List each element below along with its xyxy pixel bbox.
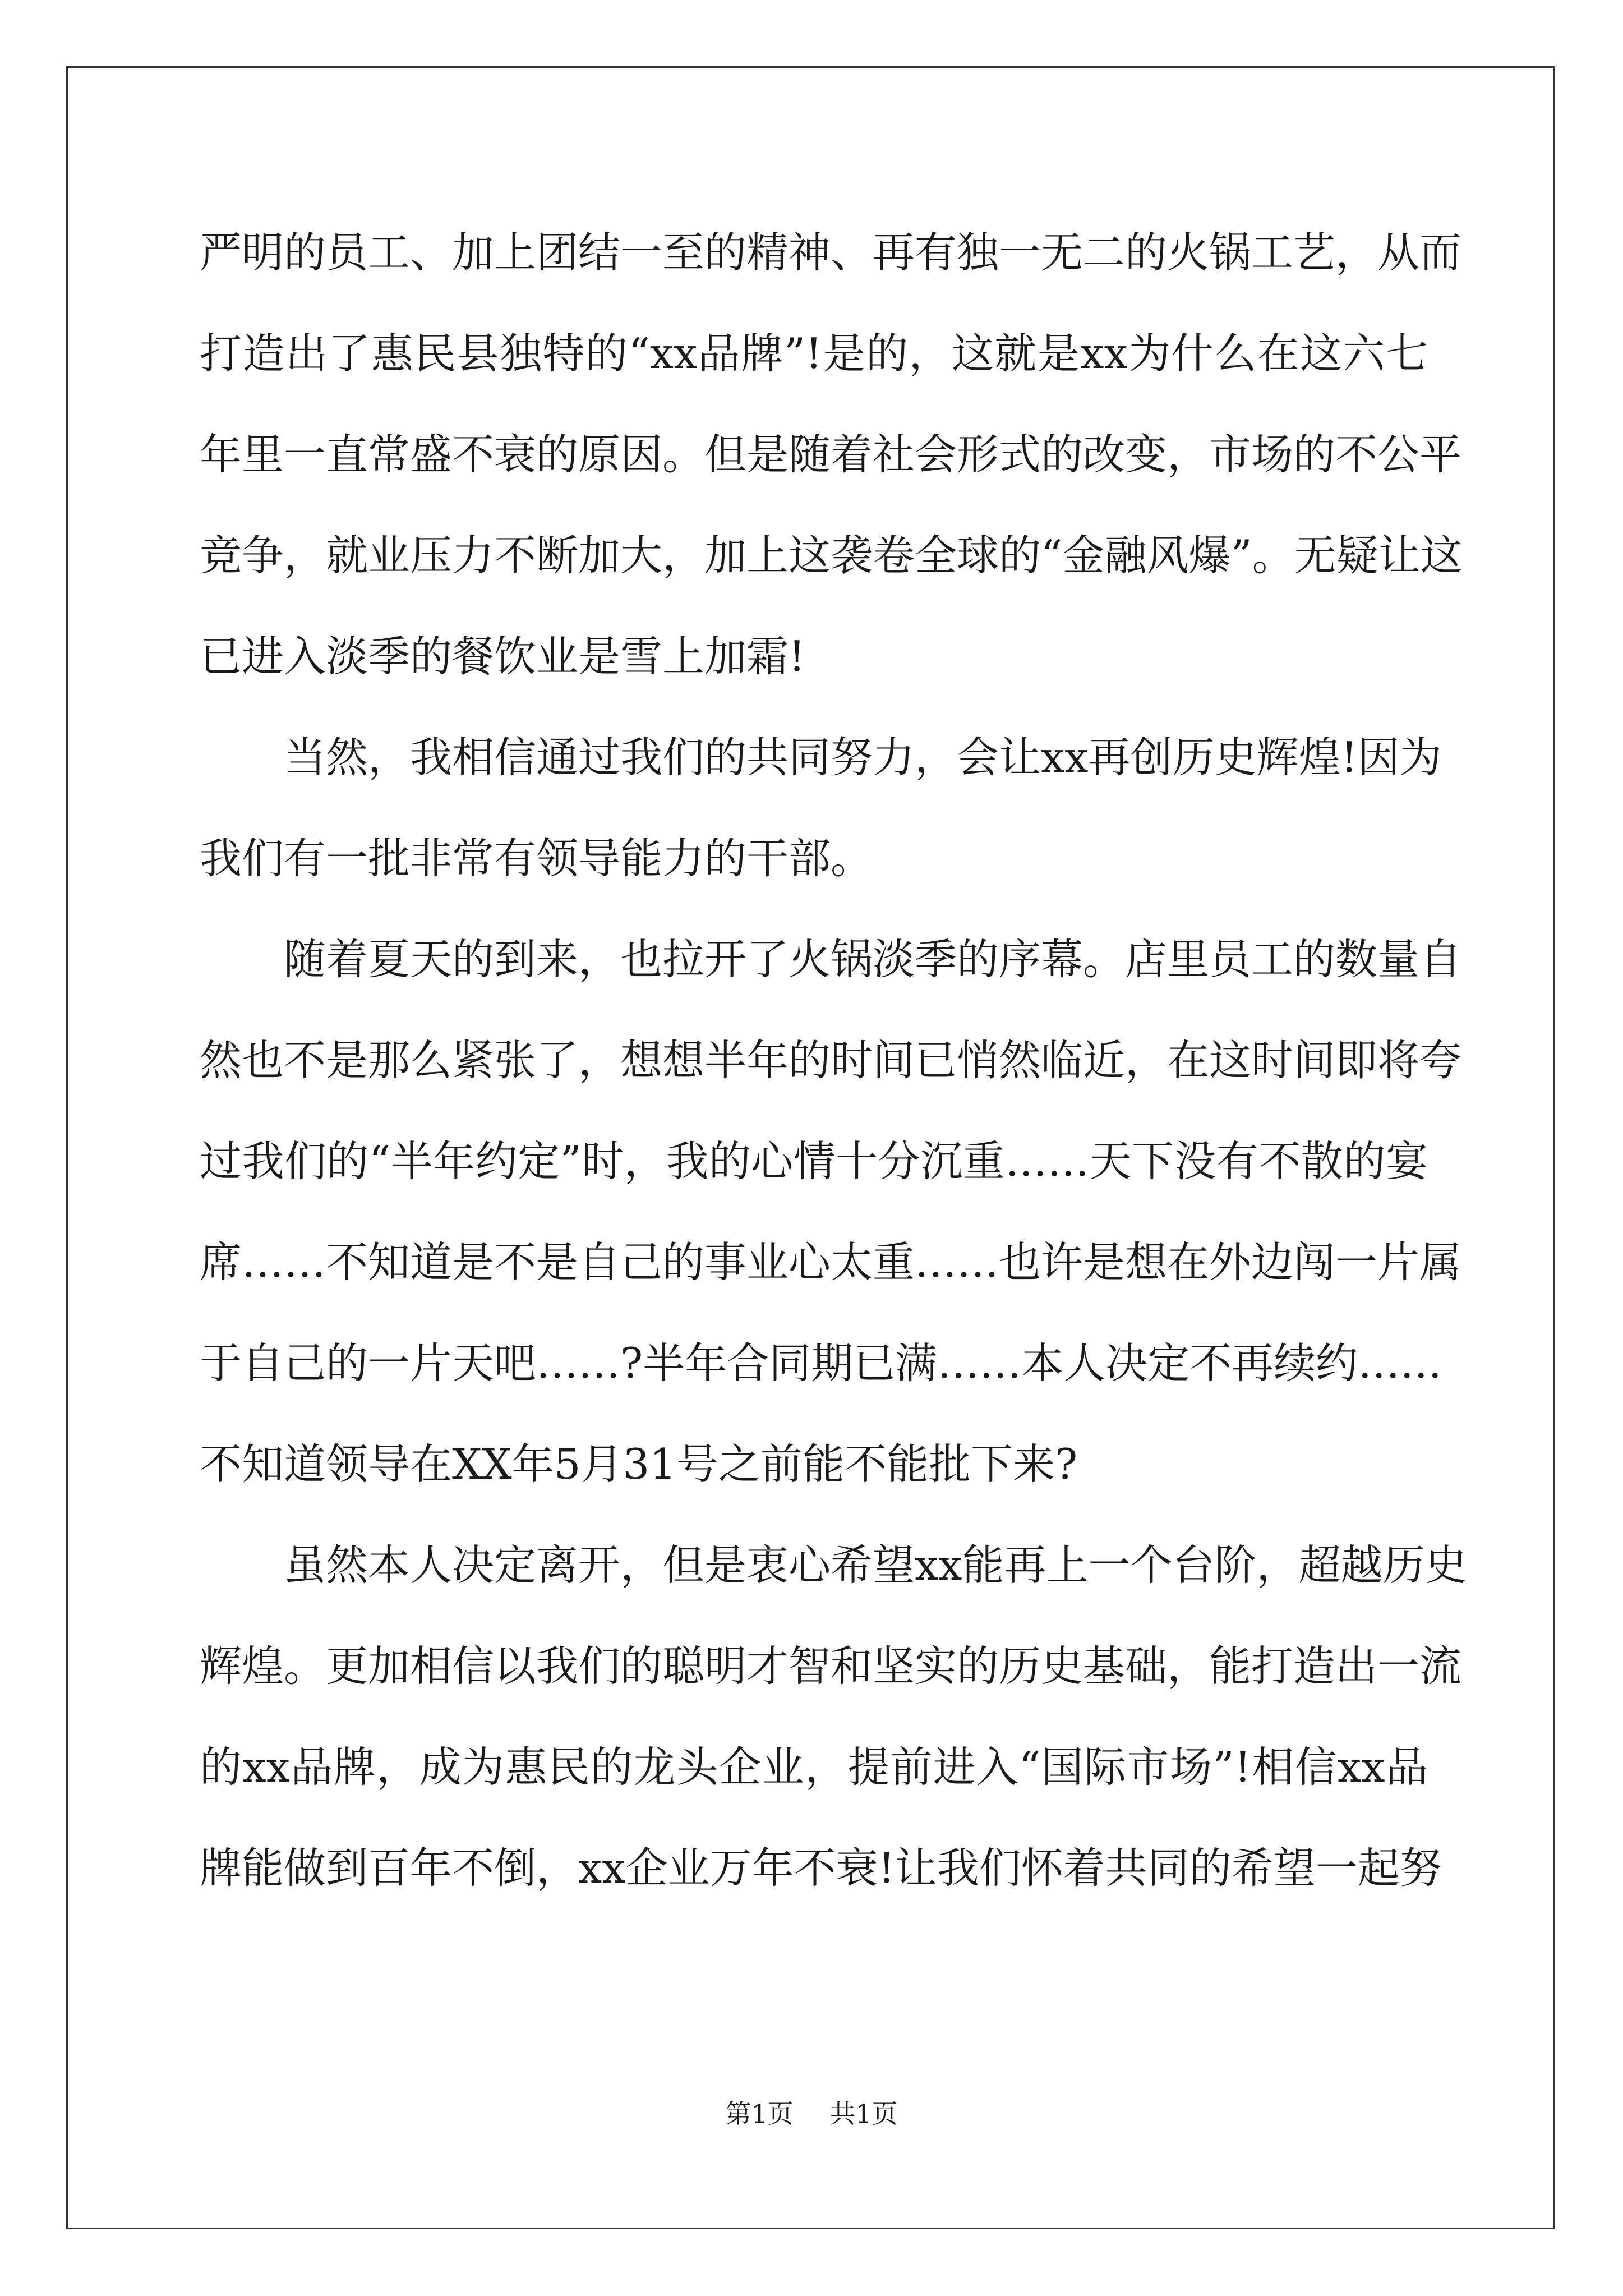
text-line: 牌能做到百年不倒，xx企业万年不衰!让我们怀着共同的希望一起努 xyxy=(200,1843,1442,1893)
text-line: 辉煌。更加相信以我们的聪明才智和坚实的历史基础，能打造出一流 xyxy=(200,1641,1462,1691)
text-line: 过我们的“半年约定”时，我的心情十分沉重……天下没有不散的宴 xyxy=(200,1137,1428,1186)
text-line: 于自己的一片天吧……?半年合同期已满……本人决定不再续约…… xyxy=(200,1338,1442,1388)
text-line: 当然，我相信通过我们的共同努力，会让xx再创历史辉煌!因为 xyxy=(200,733,1442,782)
text-line: 已进入淡季的餐饮业是雪上加霜! xyxy=(200,632,806,681)
page-number-total: 共1页 xyxy=(829,2099,898,2129)
text-line: 虽然本人决定离开，但是衷心希望xx能再上一个台阶，超越历史 xyxy=(200,1540,1467,1590)
text-line: 的xx品牌，成为惠民的龙头企业，提前进入“国际市场”!相信xx品 xyxy=(200,1742,1428,1792)
text-line: 席……不知道是不是自己的事业心太重……也许是想在外边闯一片属 xyxy=(200,1237,1462,1287)
document-body xyxy=(200,213,1467,1930)
text-line: 打造出了惠民县独特的“xx品牌”!是的，这就是xx为什么在这六七 xyxy=(200,329,1428,378)
text-line: 不知道领导在XX年5月31号之前能不能批下来? xyxy=(200,1439,1078,1489)
page-number-current: 第1页 xyxy=(725,2099,794,2129)
text-line: 我们有一批非常有领导能力的干部。 xyxy=(200,834,873,883)
text-line: 竞争，就业压力不断加大，加上这袭卷全球的“金融风爆”。无疑让这 xyxy=(200,531,1463,580)
page-footer xyxy=(0,2097,1623,2131)
text-line: 然也不是那么紧张了，想想半年的时间已悄然临近，在这时间即将夸 xyxy=(200,1036,1462,1085)
text-line: 随着夏天的到来，也拉开了火锅淡季的序幕。店里员工的数量自 xyxy=(200,935,1462,984)
text-line: 严明的员工、加上团结一至的精神、再有独一无二的火锅工艺，从而 xyxy=(200,228,1462,277)
text-line: 年里一直常盛不衰的原因。但是随着社会形式的改变，市场的不公平 xyxy=(200,430,1462,479)
